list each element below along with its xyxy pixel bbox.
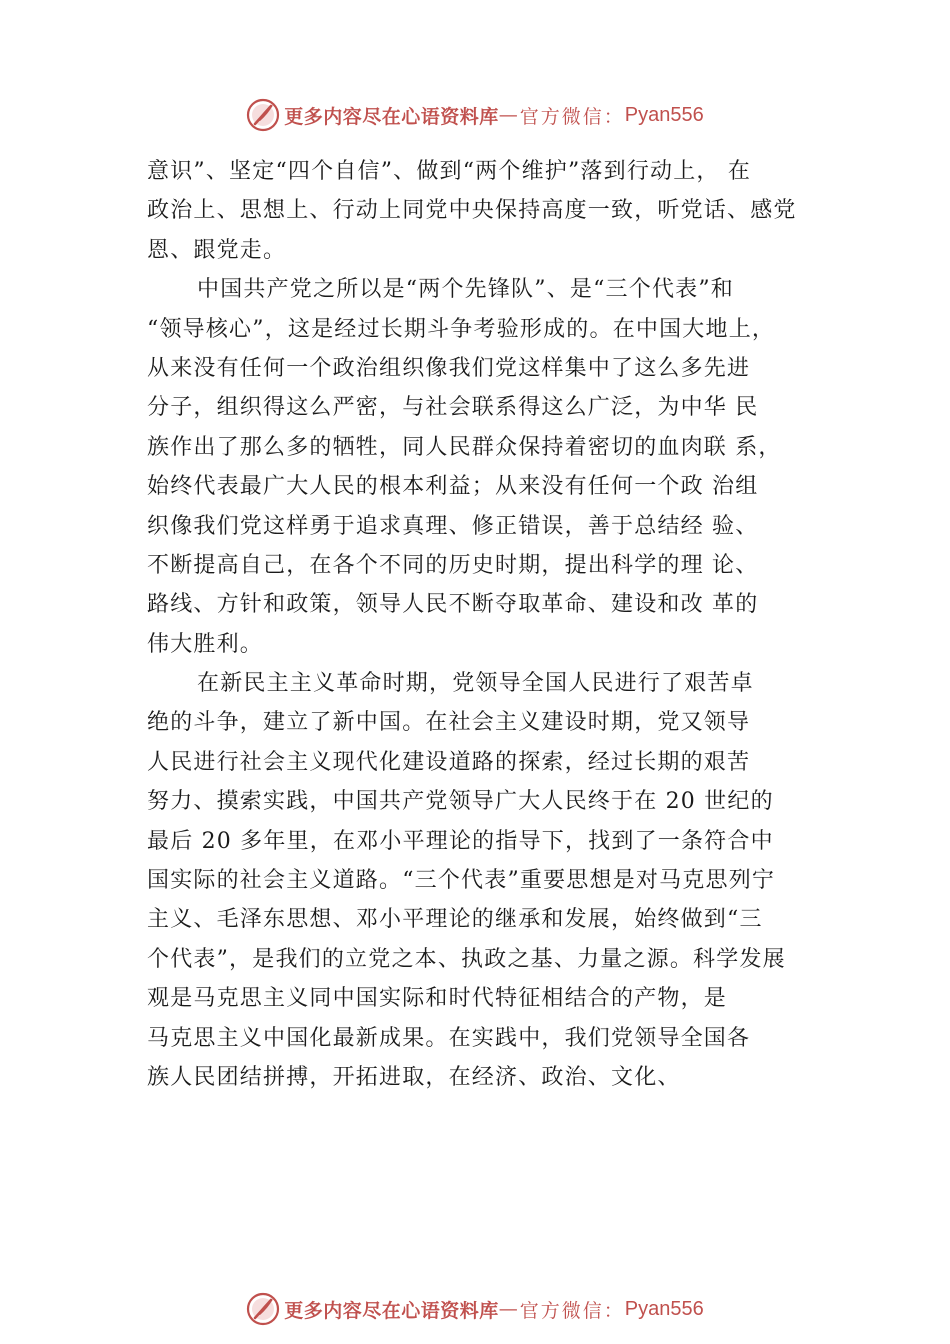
footer-main-text: 更多内容尽在心语资料库 (284, 1299, 499, 1322)
document-body (147, 152, 837, 1097)
text-line: 政治上、思想上、行动上同党中央保持高度一致，听党话、感党 (147, 198, 797, 224)
text-line: 国实际的社会主义道路。“三个代表”重要思想是对马克思列宁 (147, 868, 776, 894)
header-dash: — (498, 104, 520, 126)
text-line: 恩、跟党走。 (147, 237, 287, 263)
text-line: 分子，组织得这么严密，与社会联系得这么广泛，为中华 民 (147, 395, 759, 421)
text-line: 观是马克思主义同中国实际和时代特征相结合的产物，是 (147, 986, 728, 1012)
text-line: 始终代表最广大人民的根本利益；从来没有任何一个政 治组 (147, 474, 759, 500)
footer-sub-text: 官方微信： (519, 1299, 625, 1322)
quill-logo-icon (246, 1292, 280, 1326)
text-line: 最后 20 多年里，在邓小平理论的指导下，找到了一条符合中 (147, 828, 774, 854)
text-line: 个代表”，是我们的立党之本、执政之基、力量之源。科学发展 (147, 946, 786, 972)
text-line: “领导核心”，这是经过长期斗争考验形成的。在中国大地上， (147, 316, 776, 342)
header-main-text: 更多内容尽在心语资料库 (284, 105, 499, 128)
paragraph-start-line: 在新民主主义革命时期，党领导全国人民进行了艰苦卓 (197, 671, 754, 697)
header-banner (0, 95, 950, 135)
text-line: 族作出了那么多的牺牲，同人民群众保持着密切的血肉联 系， (147, 434, 782, 460)
text-line: 从来没有任何一个政治组织像我们党这样集中了这么多先进 (147, 355, 751, 381)
footer-banner (0, 1289, 950, 1329)
footer-dash: — (498, 1298, 520, 1320)
text-line: 伟大胜利。 (147, 631, 264, 657)
text-line: 织像我们党这样勇于追求真理、修正错误，善于总结经 验、 (147, 513, 759, 539)
text-line: 路线、方针和政策，领导人民不断夺取革命、建设和改 革的 (147, 592, 759, 618)
text-line: 意识”、坚定“四个自信”、做到“两个维护”落到行动上， 在 (147, 159, 752, 184)
header-sub-text: 官方微信： (519, 105, 625, 128)
text-line: 人民进行社会主义现代化建设道路的探索，经过长期的艰苦 (147, 749, 751, 775)
header-account: Pyan556 (624, 103, 704, 126)
quill-logo-icon (246, 98, 280, 132)
text-line: 族人民团结拼搏，开拓进取，在经济、政治、文化、 (147, 1064, 681, 1090)
text-line: 不断提高自己，在各个不同的历史时期，提出科学的理 论、 (147, 552, 759, 578)
text-line: 主义、毛泽东思想、邓小平理论的继承和发展，始终做到“三 (147, 907, 763, 933)
text-line: 马克思主义中国化最新成果。在实践中，我们党领导全国各 (147, 1025, 751, 1051)
paragraph-start-line: 中国共产党之所以是“两个先锋队”、是“三个代表”和 (197, 277, 734, 303)
footer-account: Pyan556 (624, 1297, 704, 1320)
text-line: 努力、摸索实践，中国共产党领导广大人民终于在 20 世纪的 (147, 789, 774, 815)
text-line: 绝的斗争，建立了新中国。在社会主义建设时期，党又领导 (147, 710, 751, 736)
